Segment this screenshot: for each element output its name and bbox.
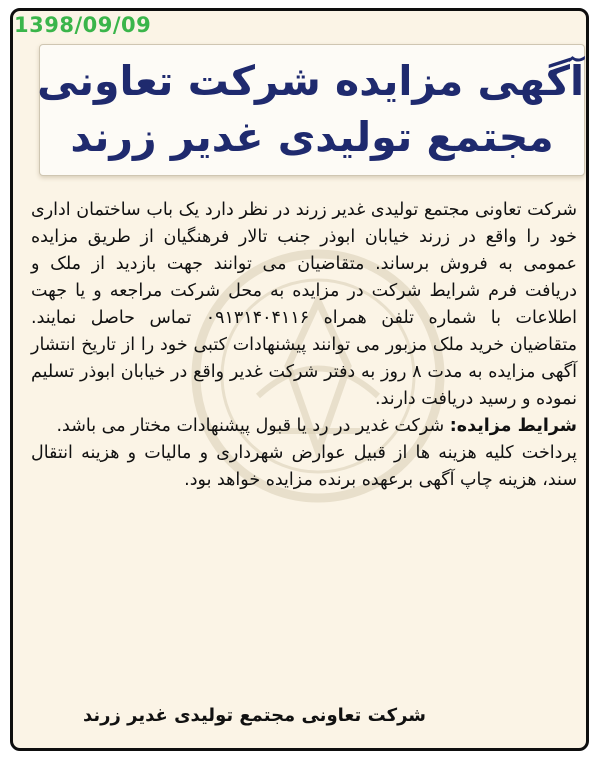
notice-body <box>31 197 577 494</box>
notice-title-line-2: مجتمع تولیدی غدیر زرند <box>70 113 554 161</box>
conditions-paragraph <box>31 413 577 440</box>
costs-paragraph: پرداخت کلیه هزینه ها از قبیل عوارض شهرداری و مالیات و هزینه انتقال سند، هزینه چاپ آگهی برعهده برنده مزایده خواهد بود. <box>31 443 577 490</box>
title-banner <box>39 44 585 176</box>
conditions-text: شرکت غدیر در رد یا قبول پیشنهادات مختار می باشد. <box>56 416 450 436</box>
body-paragraph: شرکت تعاونی مجتمع تولیدی غدیر زرند در نظر دارد یک باب ساختمان اداری خود را واقع در زرند خیابان ابوذر جنب تالار فرهنگیان از طریق مزایده عمومی به فروش برساند. متقاضیان می توانند جهت بازدید از ملک و دریافت فرم شرایط شرکت در مزایده به محل شرکت مراجعه و یا جهت اطلاعات با شماره تلفن همراه ۰۹۱۳۱۴۰۴۱۱۶ تماس حاصل نمایند. متقاضیان خرید ملک مزبور می توانند پیشنهادات کتبی خود را از تاریخ انتشار آگهی مزایده به مدت ۸ روز به دفتر شرکت غدیر واقع در خیابان ابوذر تسلیم نموده و رسید دریافت دارند. <box>31 200 577 409</box>
notice-frame <box>10 8 589 751</box>
conditions-label: شرایط مزایده: <box>449 416 577 436</box>
publication-date: 1398/09/09 <box>14 13 152 37</box>
company-signature: شرکت تعاونی مجتمع تولیدی غدیر زرند <box>83 705 426 726</box>
notice-title-line-1: آگهی مزایده شرکت تعاونی <box>37 57 584 105</box>
